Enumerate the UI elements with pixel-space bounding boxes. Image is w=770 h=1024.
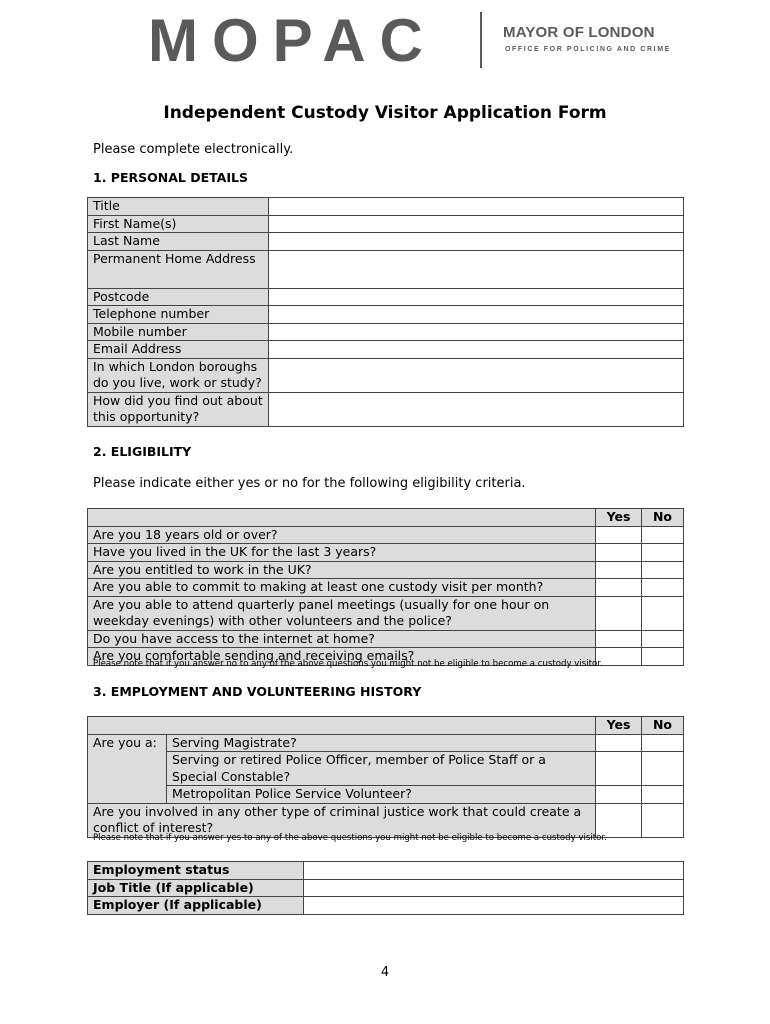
- input-employment-status[interactable]: [304, 862, 684, 880]
- employment-status-table: [87, 861, 684, 915]
- label-mobile: Mobile number: [88, 323, 269, 341]
- input-first-name[interactable]: [269, 215, 684, 233]
- answer-yes[interactable]: [596, 561, 642, 579]
- eligibility-note: Please note that if you answer no to any of the above questions you might not be eligible to become a custody visitor.: [93, 659, 603, 669]
- answer-no[interactable]: [642, 734, 684, 752]
- input-email[interactable]: [269, 341, 684, 359]
- label-job-title: Job Title (If applicable): [88, 879, 304, 897]
- answer-yes[interactable]: [596, 630, 642, 648]
- logo-divider: [480, 12, 482, 68]
- label-employment-status: Employment status: [88, 862, 304, 880]
- label-employer: Employer (If applicable): [88, 897, 304, 915]
- label-boroughs: In which London boroughs do you live, work or study?: [88, 358, 269, 392]
- answer-yes[interactable]: [596, 544, 642, 562]
- label-email: Email Address: [88, 341, 269, 359]
- section-heading-employment: 3. EMPLOYMENT AND VOLUNTEERING HISTORY: [93, 684, 422, 699]
- eligibility-instruction: Please indicate either yes or no for the following eligibility criteria.: [93, 476, 526, 491]
- input-employer[interactable]: [304, 897, 684, 915]
- col-yes: Yes: [596, 717, 642, 735]
- col-no: No: [642, 509, 684, 527]
- input-postcode[interactable]: [269, 288, 684, 306]
- answer-no[interactable]: [642, 561, 684, 579]
- input-last-name[interactable]: [269, 233, 684, 251]
- history-option: Metropolitan Police Service Volunteer?: [167, 786, 596, 804]
- mopac-logo: [148, 7, 437, 74]
- eligibility-question: Are you entitled to work in the UK?: [88, 561, 596, 579]
- page-title: Independent Custody Visitor Application Form: [163, 103, 607, 123]
- label-postcode: Postcode: [88, 288, 269, 306]
- answer-yes[interactable]: [596, 752, 642, 786]
- input-how-found[interactable]: [269, 392, 684, 426]
- label-title: Title: [88, 198, 269, 216]
- label-how-found: How did you find out about this opportunity?: [88, 392, 269, 426]
- input-title[interactable]: [269, 198, 684, 216]
- answer-no[interactable]: [642, 648, 684, 666]
- answer-no[interactable]: [642, 544, 684, 562]
- answer-yes[interactable]: [596, 526, 642, 544]
- answer-no[interactable]: [642, 630, 684, 648]
- employment-history-table: [87, 716, 684, 838]
- answer-no[interactable]: [642, 596, 684, 630]
- eligibility-table: [87, 508, 684, 666]
- eligibility-question: Are you 18 years old or over?: [88, 526, 596, 544]
- label-telephone: Telephone number: [88, 306, 269, 324]
- history-header-blank: [88, 717, 596, 735]
- answer-yes[interactable]: [596, 734, 642, 752]
- answer-yes[interactable]: [596, 579, 642, 597]
- eligibility-header-blank: [88, 509, 596, 527]
- section-heading-personal: 1. PERSONAL DETAILS: [93, 170, 248, 185]
- eligibility-question: Are you able to commit to making at least one custody visit per month?: [88, 579, 596, 597]
- answer-no[interactable]: [642, 526, 684, 544]
- answer-yes[interactable]: [596, 596, 642, 630]
- org-name: MAYOR OF LONDON: [503, 24, 655, 41]
- conflict-question: Are you involved in any other type of criminal justice work that could create a conflict of interest?: [88, 803, 596, 837]
- input-telephone[interactable]: [269, 306, 684, 324]
- answer-no[interactable]: [642, 752, 684, 786]
- answer-yes[interactable]: [596, 803, 642, 837]
- personal-details-table: [87, 197, 684, 427]
- eligibility-question: Have you lived in the UK for the last 3 years?: [88, 544, 596, 562]
- input-address[interactable]: [269, 250, 684, 288]
- label-address: Permanent Home Address: [88, 250, 269, 288]
- input-job-title[interactable]: [304, 879, 684, 897]
- history-option: Serving Magistrate?: [167, 734, 596, 752]
- logo-text: MOPAC: [148, 7, 437, 74]
- col-yes: Yes: [596, 509, 642, 527]
- answer-yes[interactable]: [596, 786, 642, 804]
- page-number: 4: [380, 965, 390, 980]
- eligibility-question: Are you comfortable sending and receiving emails?: [88, 648, 596, 666]
- org-subtitle: OFFICE FOR POLICING AND CRIME: [505, 46, 671, 53]
- answer-no[interactable]: [642, 803, 684, 837]
- intro-text: Please complete electronically.: [93, 142, 294, 157]
- col-no: No: [642, 717, 684, 735]
- label-first-name: First Name(s): [88, 215, 269, 233]
- eligibility-question: Do you have access to the internet at home?: [88, 630, 596, 648]
- section-heading-eligibility: 2. ELIGIBILITY: [93, 444, 192, 459]
- history-note: Please note that if you answer yes to any of the above questions you might not be eligible to become a custody visitor.: [93, 833, 607, 843]
- input-mobile[interactable]: [269, 323, 684, 341]
- label-last-name: Last Name: [88, 233, 269, 251]
- eligibility-question: Are you able to attend quarterly panel meetings (usually for one hour on weekday evenings) with other volunteers and the police?: [88, 596, 596, 630]
- answer-no[interactable]: [642, 786, 684, 804]
- answer-no[interactable]: [642, 579, 684, 597]
- are-you-label: Are you a:: [88, 734, 167, 803]
- history-option: Serving or retired Police Officer, member of Police Staff or a Special Constable?: [167, 752, 596, 786]
- input-boroughs[interactable]: [269, 358, 684, 392]
